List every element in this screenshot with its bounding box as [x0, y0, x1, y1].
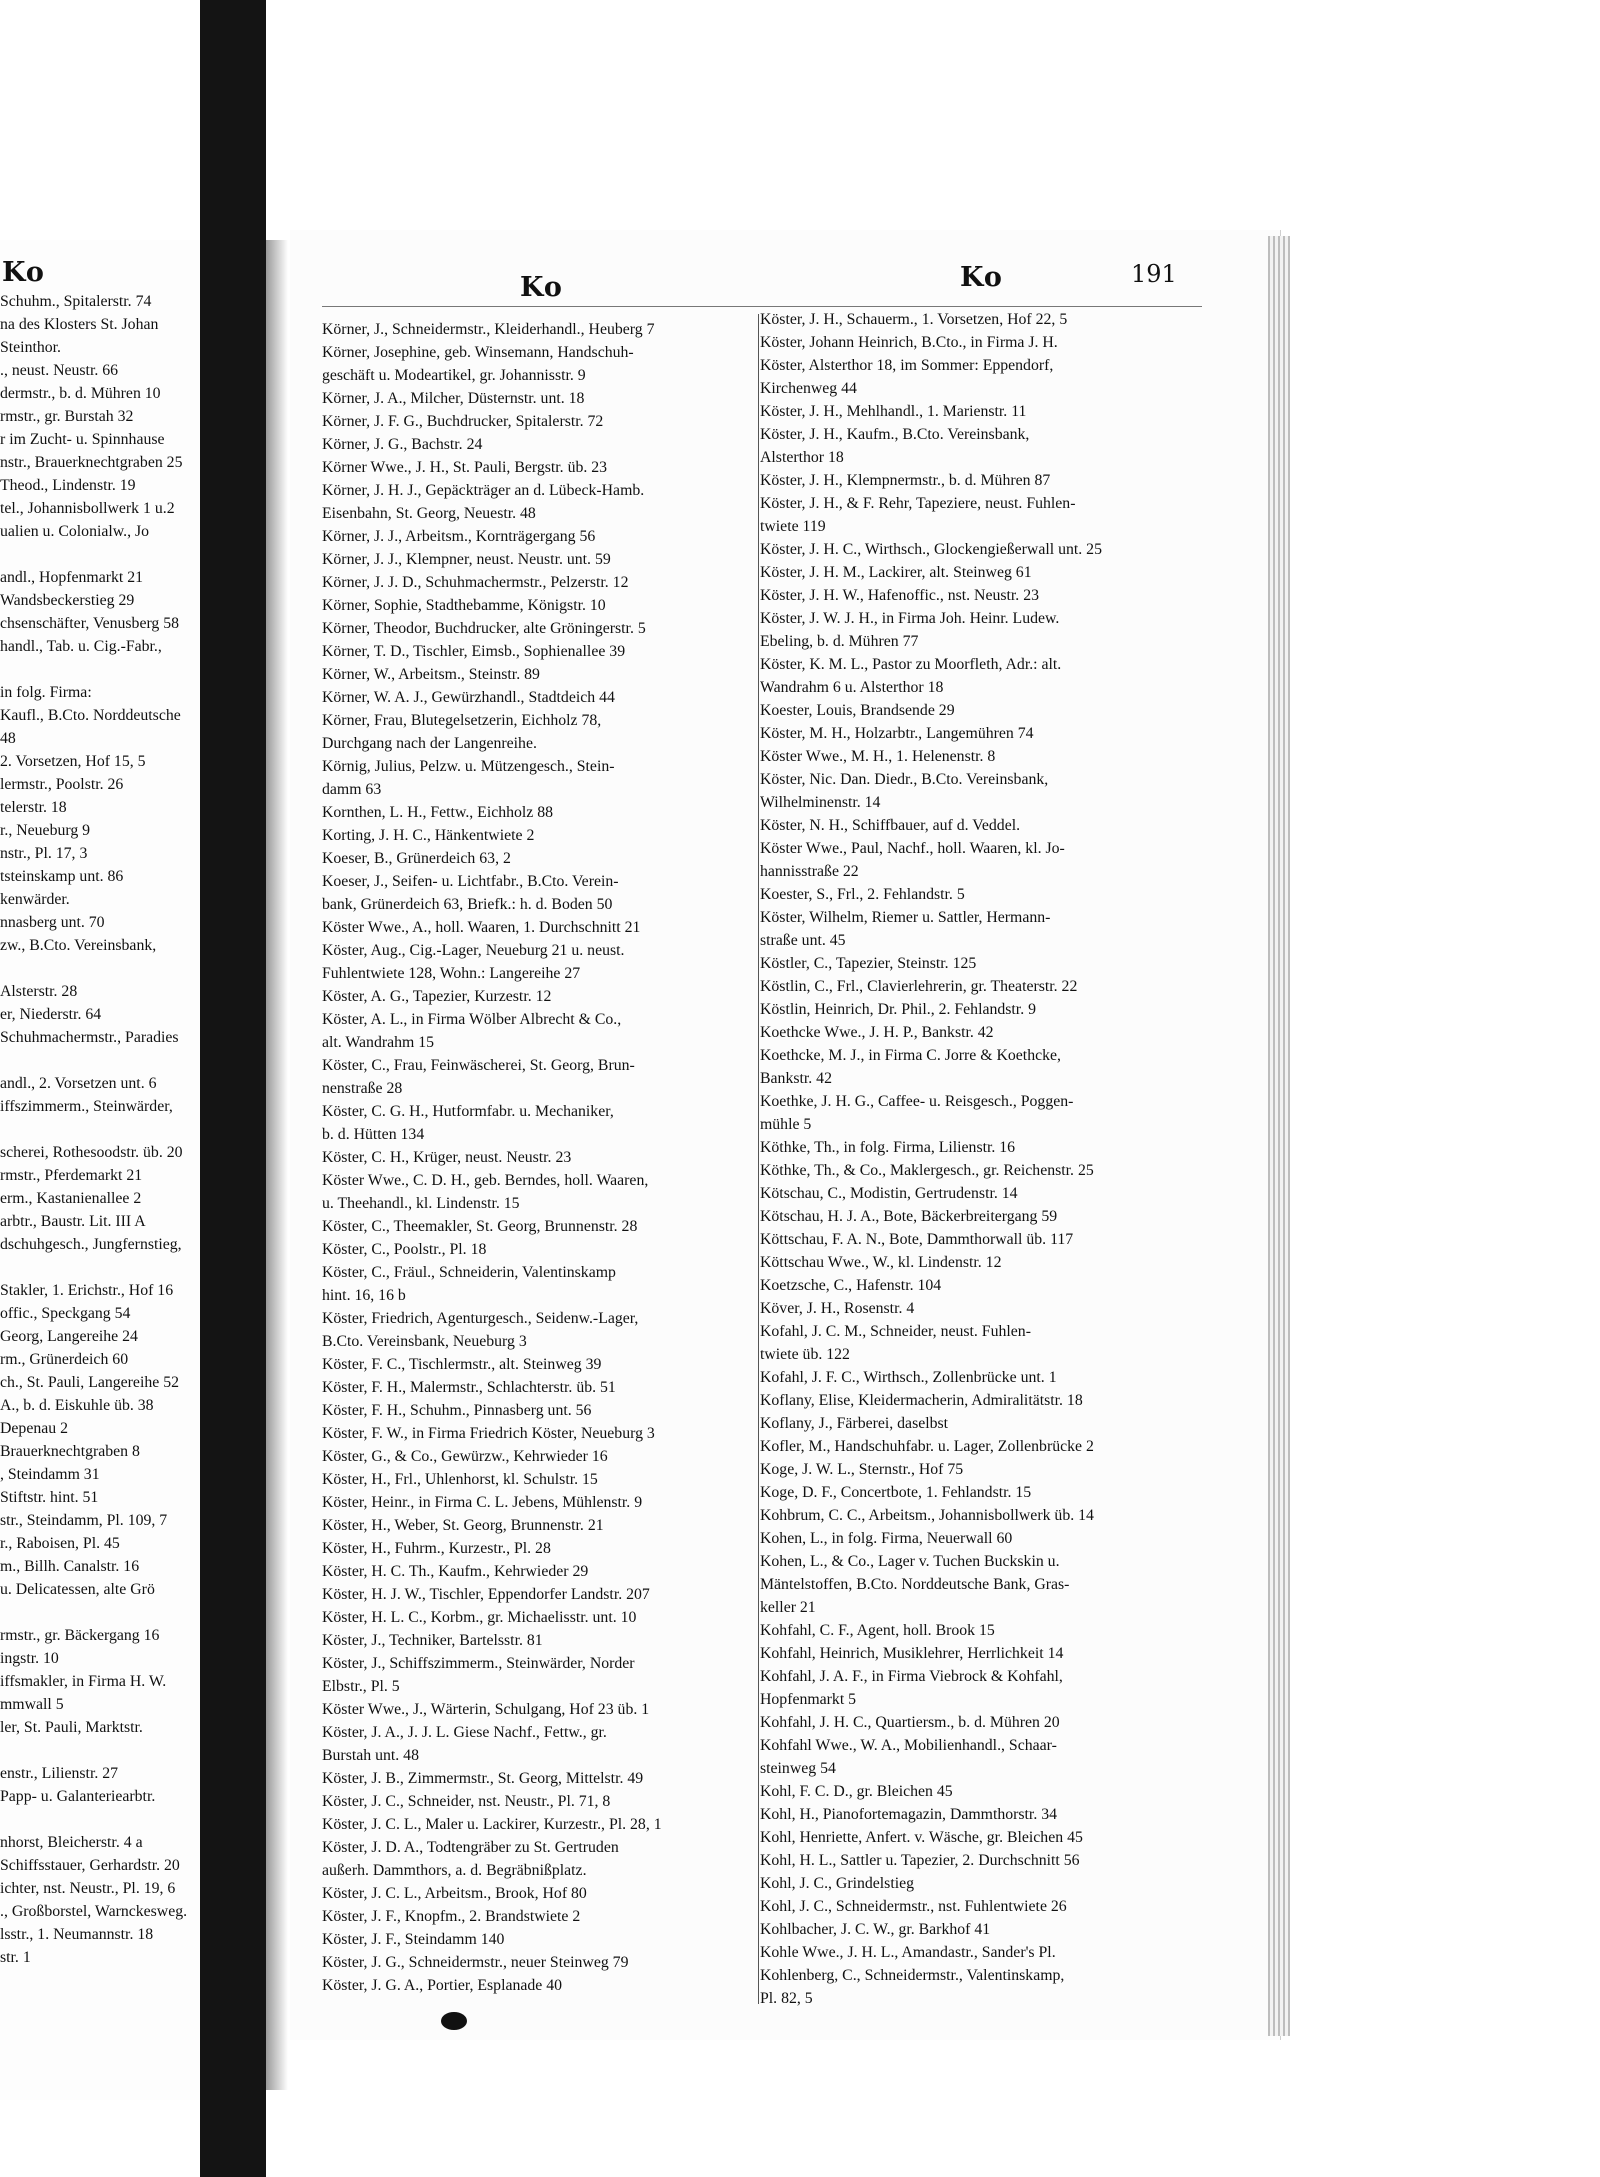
directory-entry-line: Wandrahm 6 u. Alsterthor 18	[760, 679, 944, 696]
column1-heading: Ko	[520, 272, 563, 303]
directory-entry-line: nenstraße 28	[322, 1080, 403, 1097]
directory-entry-line: Koge, D. F., Concertbote, 1. Fehlandstr. 15	[760, 1484, 1032, 1501]
directory-entry-line: Köster, Johann Heinrich, B.Cto., in Firma J. H.	[760, 334, 1058, 351]
directory-entry-line: Köster, C., Poolstr., Pl. 18	[322, 1241, 487, 1258]
directory-entry-line: Köster, J. D. A., Todtengräber zu St. Gertruden	[322, 1839, 619, 1856]
directory-entry-line: Kohl, J. C., Grindelstieg	[760, 1875, 915, 1892]
directory-entry-line: Kötschau, C., Modistin, Gertrudenstr. 14	[760, 1185, 1018, 1202]
directory-entry-line: Kohl, F. C. D., gr. Bleichen 45	[760, 1783, 953, 1800]
directory-entry-line: Körner, J. J., Arbeitsm., Kornträgergang 56	[322, 528, 596, 545]
directory-entry-line: Körner, W. A. J., Gewürzhandl., Stadtdeich 44	[322, 689, 615, 706]
directory-entry-line	[0, 658, 262, 681]
directory-entry-line: nstr., Brauerknechtgraben 25	[0, 454, 183, 471]
directory-entry-line: Köster, J., Schiffszimmerm., Steinwärder, Norder	[322, 1655, 635, 1672]
directory-entry-line: Köster, H. L. C., Korbm., gr. Michaelisstr. unt. 10	[322, 1609, 637, 1626]
directory-entry-line: alt. Wandrahm 15	[322, 1034, 435, 1051]
directory-entry-line: Koge, J. W. L., Sternstr., Hof 75	[760, 1461, 964, 1478]
directory-entry-line: Schiffsstauer, Gerhardstr. 20	[0, 1857, 180, 1874]
directory-entry-line: andl., Hopfenmarkt 21	[0, 569, 144, 586]
directory-entry-line: Stiftstr. hint. 51	[0, 1489, 99, 1506]
directory-entry-line: Köster, J. H. M., Lackirer, alt. Steinweg 61	[760, 564, 1032, 581]
directory-entry-line: Köster, C. G. H., Hutformfabr. u. Mechaniker,	[322, 1103, 614, 1120]
directory-entry-line: Wandsbeckerstieg 29	[0, 592, 135, 609]
directory-entry-line: steinweg 54	[760, 1760, 836, 1777]
directory-entry-line: Körner, W., Arbeitsm., Steinstr. 89	[322, 666, 540, 683]
directory-entry-line: mmwall 5	[0, 1696, 64, 1713]
directory-entry-line: u. Theehandl., kl. Lindenstr. 15	[322, 1195, 520, 1212]
directory-entry-line: Köster, K. M. L., Pastor zu Moorfleth, Adr.: alt.	[760, 656, 1062, 673]
directory-entry-line: 2. Vorsetzen, Hof 15, 5	[0, 753, 146, 770]
directory-entry-line: Kohl, H., Pianofortemagazin, Dammthorstr. 34	[760, 1806, 1058, 1823]
directory-entry-line: telerstr. 18	[0, 799, 67, 816]
directory-entry-line: Köthke, Th., in folg. Firma, Lilienstr. 16	[760, 1139, 1016, 1156]
directory-entry-line: Kohfahl, J. H. C., Quartiersm., b. d. Mühren 20	[760, 1714, 1060, 1731]
directory-entry-line: Kornthen, L. H., Fettw., Eichholz 88	[322, 804, 554, 821]
directory-entry-line: handl., Tab. u. Cig.-Fabr.,	[0, 638, 162, 655]
directory-entry-line: Körner, Theodor, Buchdrucker, alte Gröningerstr. 5	[322, 620, 646, 637]
directory-entry-line: Kirchenweg 44	[760, 380, 857, 397]
directory-entry-line: Köster, H. C. Th., Kaufm., Kehrwieder 29	[322, 1563, 589, 1580]
directory-entry-line: nnasberg unt. 70	[0, 914, 105, 931]
directory-entry-line: Köster, H., Weber, St. Georg, Brunnenstr. 21	[322, 1517, 604, 1534]
directory-entry-line: dschuhgesch., Jungfernstieg,	[0, 1236, 182, 1253]
directory-entry-line: Köster, C., Frau, Feinwäscherei, St. Georg, Brun-	[322, 1057, 635, 1074]
directory-entry-line: Papp- u. Galanteriearbtr.	[0, 1788, 156, 1805]
directory-entry-line: Korting, J. H. C., Hänkentwiete 2	[322, 827, 535, 844]
directory-entry-line	[0, 1049, 262, 1072]
directory-entry-line	[0, 1256, 262, 1279]
directory-entry-line: Köster, Heinr., in Firma C. L. Jebens, Mühlenstr. 9	[322, 1494, 643, 1511]
directory-entry-line: bank, Grünerdeich 63, Briefk.: h. d. Boden 50	[322, 896, 613, 913]
directory-entry-line: Köster, Wilhelm, Riemer u. Sattler, Hermann-	[760, 909, 1051, 926]
directory-entry-line: Koester, Louis, Brandsende 29	[760, 702, 955, 719]
directory-entry-line: Köster, C., Fräul., Schneiderin, Valentinskamp	[322, 1264, 616, 1281]
directory-entry-line: Köster, J. G., Schneidermstr., neuer Steinweg 79	[322, 1954, 629, 1971]
directory-entry-line: Köster, Nic. Dan. Diedr., B.Cto. Vereinsbank,	[760, 771, 1049, 788]
directory-entry-line: lermstr., Poolstr. 26	[0, 776, 124, 793]
directory-entry-line: Durchgang nach der Langenreihe.	[322, 735, 537, 752]
directory-entry-line: Pl. 82, 5	[760, 1990, 813, 2007]
directory-entry-line: 48	[0, 730, 16, 747]
directory-entry-line: rmstr., gr. Burstah 32	[0, 408, 134, 425]
directory-entry-line: Körner, Josephine, geb. Winsemann, Handschuh-	[322, 344, 634, 361]
directory-entry-line: zw., B.Cto. Vereinsbank,	[0, 937, 157, 954]
directory-entry-line: r., Neueburg 9	[0, 822, 91, 839]
column2-heading: Ko	[960, 262, 1003, 293]
directory-entry-line: Alsterstr. 28	[0, 983, 78, 1000]
directory-entry-line: Köster Wwe., J., Wärterin, Schulgang, Hof 23 üb. 1	[322, 1701, 650, 1718]
directory-entry-line: dermstr., b. d. Mühren 10	[0, 385, 161, 402]
directory-entry-line: straße unt. 45	[760, 932, 846, 949]
directory-entry-line: Köster, Friedrich, Agenturgesch., Seidenw.-Lager,	[322, 1310, 639, 1327]
directory-entry-line: offic., Speckgang 54	[0, 1305, 131, 1322]
directory-entry-line: Köster Wwe., M. H., 1. Helenenstr. 8	[760, 748, 996, 765]
directory-entry-line: ingstr. 10	[0, 1650, 59, 1667]
directory-entry-line: Theod., Lindenstr. 19	[0, 477, 136, 494]
directory-entry-line: B.Cto. Vereinsbank, Neueburg 3	[322, 1333, 527, 1350]
directory-entry-line: Köster, H., Frl., Uhlenhorst, kl. Schulstr. 15	[322, 1471, 598, 1488]
directory-entry-line: Köster, N. H., Schiffbauer, auf d. Veddel.	[760, 817, 1021, 834]
directory-entry-line: Körner Wwe., J. H., St. Pauli, Bergstr. üb. 23	[322, 459, 608, 476]
directory-entry-line: Köster, A. G., Tapezier, Kurzestr. 12	[322, 988, 552, 1005]
directory-entry-line: außerh. Dammthors, a. d. Begräbnißplatz.	[322, 1862, 587, 1879]
directory-entry-line: Kohlbacher, J. C. W., gr. Barkhof 41	[760, 1921, 991, 1938]
directory-entry-line: Steinthor.	[0, 339, 61, 356]
directory-entry-line: Kofahl, J. C. M., Schneider, neust. Fuhlen-	[760, 1323, 1031, 1340]
directory-entry-line: str., Steindamm, Pl. 109, 7	[0, 1512, 168, 1529]
directory-entry-line: iffszimmerm., Steinwärder,	[0, 1098, 173, 1115]
directory-entry-line: Köster, M. H., Holzarbtr., Langemühren 74	[760, 725, 1034, 742]
directory-entry-line: Köster, J. H. C., Wirthsch., Glockengießerwall unt. 25	[760, 541, 1102, 558]
directory-entry-line: Köster, F. H., Schuhm., Pinnasberg unt. 56	[322, 1402, 592, 1419]
page-number: 191	[1131, 260, 1177, 288]
directory-entry-line: Schuhmachermstr., Paradies	[0, 1029, 179, 1046]
directory-entry-line	[0, 543, 262, 566]
directory-entry-line: andl., 2. Vorsetzen unt. 6	[0, 1075, 157, 1092]
directory-entry-line: Körner, J. F. G., Buchdrucker, Spitalerstr. 72	[322, 413, 604, 430]
directory-entry-line: Köster, J. C., Schneider, nst. Neustr., Pl. 71, 8	[322, 1793, 611, 1810]
directory-entry-line: Stakler, 1. Erichstr., Hof 16	[0, 1282, 174, 1299]
directory-entry-line: Köster, Alsterthor 18, im Sommer: Eppendorf,	[760, 357, 1054, 374]
directory-entry-line: Körner, J. G., Bachstr. 24	[322, 436, 483, 453]
directory-entry-line: b. d. Hütten 134	[322, 1126, 425, 1143]
directory-entry-line: Ebeling, b. d. Mühren 77	[760, 633, 919, 650]
directory-entry-line: Kohfahl Wwe., W. A., Mobilienhandl., Schaar-	[760, 1737, 1057, 1754]
directory-entry-line: u. Delicatessen, alte Grö	[0, 1581, 155, 1598]
directory-entry-line: Köstler, C., Tapezier, Steinstr. 125	[760, 955, 977, 972]
directory-entry-line: Burstah unt. 48	[322, 1747, 419, 1764]
directory-entry-line: Köster, J. H., Klempnermstr., b. d. Mühren 87	[760, 472, 1051, 489]
directory-entry-line: Kohl, H. L., Sattler u. Tapezier, 2. Durchschnitt 56	[760, 1852, 1080, 1869]
directory-column-1	[322, 318, 770, 1997]
directory-entry-line: Hopfenmarkt 5	[760, 1691, 857, 1708]
left-page-heading: Ko	[2, 257, 45, 288]
directory-entry-line: A., b. d. Eiskuhle üb. 38	[0, 1397, 154, 1414]
directory-entry-line: nstr., Pl. 17, 3	[0, 845, 88, 862]
directory-entry-line: Köster, J. B., Zimmermstr., St. Georg, Mittelstr. 49	[322, 1770, 644, 1787]
directory-entry-line: Köster, C., Theemakler, St. Georg, Brunnenstr. 28	[322, 1218, 638, 1235]
directory-entry-line: rm., Grünerdeich 60	[0, 1351, 129, 1368]
directory-entry-line: ichter, nst. Neustr., Pl. 19, 6	[0, 1880, 176, 1897]
directory-entry-line: erm., Kastanienallee 2	[0, 1190, 142, 1207]
directory-entry-line: , Steindamm 31	[0, 1466, 100, 1483]
directory-entry-line: tsteinskamp unt. 86	[0, 868, 124, 885]
directory-column-2	[760, 308, 1208, 2010]
directory-entry-line: Körner, J. J., Klempner, neust. Neustr. unt. 59	[322, 551, 611, 568]
directory-entry-line: hint. 16, 16 b	[322, 1287, 406, 1304]
directory-entry-line: Fuhlentwiete 128, Wohn.: Langereihe 27	[322, 965, 581, 982]
directory-entry-line: Köster, H. J. W., Tischler, Eppendorfer Landstr. 207	[322, 1586, 650, 1603]
directory-entry-line: twiete üb. 122	[760, 1346, 850, 1363]
directory-entry-line: ch., St. Pauli, Langereihe 52	[0, 1374, 179, 1391]
directory-entry-line: Köster, G., & Co., Gewürzw., Kehrwieder 16	[322, 1448, 608, 1465]
directory-entry-line: str. 1	[0, 1949, 31, 1966]
directory-entry-line: Köster Wwe., A., holl. Waaren, 1. Durchschnitt 21	[322, 919, 641, 936]
directory-entry-line: Köster, J. H., Mehlhandl., 1. Marienstr. 11	[760, 403, 1027, 420]
directory-entry-line: tel., Johannisbollwerk 1 u.2	[0, 500, 175, 517]
directory-entry-line: Köster, J. C. L., Maler u. Lackirer, Kurzestr., Pl. 28, 1	[322, 1816, 662, 1833]
directory-entry-line	[0, 1118, 262, 1141]
directory-entry-line: Kofahl, J. F. C., Wirthsch., Zollenbrücke unt. 1	[760, 1369, 1057, 1386]
left-fragment-entries	[0, 290, 262, 1969]
directory-entry-line: Köster, Aug., Cig.-Lager, Neueburg 21 u. neust.	[322, 942, 625, 959]
directory-entry-line: Koester, S., Frl., 2. Fehlandstr. 5	[760, 886, 965, 903]
directory-entry-line: na des Klosters St. Johan	[0, 316, 159, 333]
directory-entry-line: ., neust. Neustr. 66	[0, 362, 119, 379]
directory-entry-line: Kaufl., B.Cto. Norddeutsche	[0, 707, 181, 724]
directory-entry-line: Kohl, J. C., Schneidermstr., nst. Fuhlentwiete 26	[760, 1898, 1067, 1915]
directory-entry-line: Kohfahl, Heinrich, Musiklehrer, Herrlichkeit 14	[760, 1645, 1064, 1662]
directory-entry-line: Köster, J. H., & F. Rehr, Tapeziere, neust. Fuhlen-	[760, 495, 1076, 512]
directory-entry-line: Köster, J. C. L., Arbeitsm., Brook, Hof 80	[322, 1885, 587, 1902]
directory-entry-line: Köster, J., Techniker, Bartelsstr. 81	[322, 1632, 543, 1649]
directory-entry-line: Körner, J., Schneidermstr., Kleiderhandl., Heuberg 7	[322, 321, 655, 338]
directory-entry-line: Köster, J. F., Steindamm 140	[322, 1931, 505, 1948]
directory-entry-line: r im Zucht- u. Spinnhause	[0, 431, 165, 448]
directory-entry-line: Koethke, J. H. G., Caffee- u. Reisgesch., Poggen-	[760, 1093, 1074, 1110]
directory-entry-line: Köttschau Wwe., W., kl. Lindenstr. 12	[760, 1254, 1002, 1271]
directory-entry-line: Köster, J. H., Schauerm., 1. Vorsetzen, Hof 22, 5	[760, 311, 1068, 328]
directory-entry-line: r., Raboisen, Pl. 45	[0, 1535, 120, 1552]
directory-entry-line	[0, 1739, 262, 1762]
directory-entry-line: Alsterthor 18	[760, 449, 844, 466]
directory-entry-line: mühle 5	[760, 1116, 812, 1133]
directory-entry-line: Kohbrum, C. C., Arbeitsm., Johannisbollwerk üb. 14	[760, 1507, 1094, 1524]
directory-entry-line: ualien u. Colonialw., Jo	[0, 523, 150, 540]
directory-entry-line: Wilhelminenstr. 14	[760, 794, 881, 811]
directory-entry-line: Depenau 2	[0, 1420, 68, 1437]
directory-entry-line: Körner, Frau, Blutegelsetzerin, Eichholz 78,	[322, 712, 602, 729]
directory-entry-line: Köttschau, F. A. N., Bote, Dammthorwall üb. 117	[760, 1231, 1074, 1248]
directory-entry-line: Koethcke, M. J., in Firma C. Jorre & Koethcke,	[760, 1047, 1061, 1064]
directory-entry-line: Koflany, Elise, Kleidermacherin, Admiralitätstr. 18	[760, 1392, 1083, 1409]
directory-entry-line: Brauerknechtgraben 8	[0, 1443, 140, 1460]
directory-entry-line: Köster, F. W., in Firma Friedrich Köster, Neueburg 3	[322, 1425, 655, 1442]
directory-entry-line: Körner, J. H. J., Gepäckträger an d. Lübeck-Hamb.	[322, 482, 645, 499]
directory-entry-line: Kohfahl, J. A. F., in Firma Viebrock & Kohfahl,	[760, 1668, 1063, 1685]
directory-entry-line: Kohen, L., in folg. Firma, Neuerwall 60	[760, 1530, 1013, 1547]
directory-entry-line: er, Niederstr. 64	[0, 1006, 102, 1023]
directory-entry-line: iffsmakler, in Firma H. W.	[0, 1673, 167, 1690]
directory-entry-line: Köster, J. F., Knopfm., 2. Brandstwiete 2	[322, 1908, 581, 1925]
directory-entry-line: Kofler, M., Handschuhfabr. u. Lager, Zollenbrücke 2	[760, 1438, 1094, 1455]
directory-entry-line: geschäft u. Modeartikel, gr. Johannisstr. 9	[322, 367, 586, 384]
directory-entry-line: Koetzsche, C., Hafenstr. 104	[760, 1277, 942, 1294]
page-edges	[1268, 236, 1290, 2036]
directory-entry-line	[0, 1808, 262, 1831]
directory-entry-line	[0, 957, 262, 980]
directory-entry-line: Körner, J. J. D., Schuhmachermstr., Pelzerstr. 12	[322, 574, 629, 591]
header-rule	[322, 306, 1202, 307]
directory-entry-line: in folg. Firma:	[0, 684, 92, 701]
directory-entry-line: Koflany, J., Färberei, daselbst	[760, 1415, 949, 1432]
directory-entry-line: Elbstr., Pl. 5	[322, 1678, 400, 1695]
directory-entry-line: Kohfahl, C. F., Agent, holl. Brook 15	[760, 1622, 995, 1639]
directory-entry-line: scherei, Rothesoodstr. üb. 20	[0, 1144, 183, 1161]
directory-entry-line: Köthke, Th., & Co., Maklergesch., gr. Reichenstr. 25	[760, 1162, 1094, 1179]
directory-entry-line: Körner, Sophie, Stadthebamme, Königstr. 10	[322, 597, 606, 614]
directory-entry-line: Kohle Wwe., J. H. L., Amandastr., Sander's Pl.	[760, 1944, 1056, 1961]
ink-blot	[441, 2012, 467, 2030]
directory-entry-line: Köver, J. H., Rosenstr. 4	[760, 1300, 915, 1317]
directory-entry-line: lsstr., 1. Neumannstr. 18	[0, 1926, 154, 1943]
directory-entry-line: Kohlenberg, C., Schneidermstr., Valentinskamp,	[760, 1967, 1065, 1984]
directory-entry-line: rmstr., Pferdemarkt 21	[0, 1167, 143, 1184]
directory-entry-line: Kohen, L., & Co., Lager v. Tuchen Buckskin u.	[760, 1553, 1060, 1570]
directory-entry-line: Köster, J. A., J. J. L. Giese Nachf., Fettw., gr.	[322, 1724, 607, 1741]
directory-entry-line: arbtr., Baustr. Lit. III A	[0, 1213, 146, 1230]
directory-entry-line: chsenschäfter, Venusberg 58	[0, 615, 180, 632]
directory-entry-line: Georg, Langereihe 24	[0, 1328, 138, 1345]
directory-entry-line: Koeser, J., Seifen- u. Lichtfabr., B.Cto. Verein-	[322, 873, 619, 890]
directory-entry-line: Köster, J. G. A., Portier, Esplanade 40	[322, 1977, 563, 1994]
directory-entry-line: Köster Wwe., Paul, Nachf., holl. Waaren, kl. Jo-	[760, 840, 1065, 857]
directory-entry-line: m., Billh. Canalstr. 16	[0, 1558, 140, 1575]
directory-entry-line: twiete 119	[760, 518, 826, 535]
directory-entry-line: ler, St. Pauli, Marktstr.	[0, 1719, 143, 1736]
directory-entry-line: Köster, C. H., Krüger, neust. Neustr. 23	[322, 1149, 572, 1166]
directory-entry-line: Schuhm., Spitalerstr. 74	[0, 293, 152, 310]
directory-entry-line: Köster, H., Fuhrm., Kurzestr., Pl. 28	[322, 1540, 551, 1557]
directory-entry-line: Koethcke Wwe., J. H. P., Bankstr. 42	[760, 1024, 994, 1041]
directory-entry-line: ., Großborstel, Warnckesweg.	[0, 1903, 188, 1920]
directory-entry-line: Köstlin, C., Frl., Clavierlehrerin, gr. Theaterstr. 22	[760, 978, 1078, 995]
directory-entry-line: nhorst, Bleicherstr. 4 a	[0, 1834, 143, 1851]
directory-entry-line: Köster, F. C., Tischlermstr., alt. Steinweg 39	[322, 1356, 602, 1373]
directory-entry-line	[0, 1601, 262, 1624]
directory-entry-line: Köster Wwe., C. D. H., geb. Berndes, holl. Waaren,	[322, 1172, 649, 1189]
directory-entry-line: Köster, J. H., Kaufm., B.Cto. Vereinsbank,	[760, 426, 1030, 443]
directory-entry-line: Köster, A. L., in Firma Wölber Albrecht & Co.,	[322, 1011, 622, 1028]
directory-entry-line: Körner, J. A., Milcher, Düsternstr. unt. 18	[322, 390, 585, 407]
directory-entry-line: Köster, J. H. W., Hafenoffic., nst. Neustr. 23	[760, 587, 1039, 604]
directory-entry-line: hannisstraße 22	[760, 863, 859, 880]
directory-entry-line: rmstr., gr. Bäckergang 16	[0, 1627, 160, 1644]
directory-entry-line: Koeser, B., Grünerdeich 63, 2	[322, 850, 511, 867]
directory-entry-line: Körner, T. D., Tischler, Eimsb., Sophienallee 39	[322, 643, 626, 660]
directory-entry-line: Eisenbahn, St. Georg, Neuestr. 48	[322, 505, 536, 522]
directory-entry-line: Körnig, Julius, Pelzw. u. Mützengesch., Stein-	[322, 758, 615, 775]
directory-entry-line: Kötschau, H. J. A., Bote, Bäckerbreitergang 59	[760, 1208, 1058, 1225]
directory-entry-line: enstr., Lilienstr. 27	[0, 1765, 119, 1782]
directory-entry-line: Bankstr. 42	[760, 1070, 832, 1087]
directory-entry-line: kenwärder.	[0, 891, 70, 908]
directory-entry-line: Kohl, Henriette, Anfert. v. Wäsche, gr. Bleichen 45	[760, 1829, 1083, 1846]
directory-entry-line: keller 21	[760, 1599, 816, 1616]
directory-entry-line: Köster, J. W. J. H., in Firma Joh. Heinr. Ludew.	[760, 610, 1060, 627]
directory-entry-line: Köster, F. H., Malermstr., Schlachterstr. üb. 51	[322, 1379, 616, 1396]
directory-entry-line: Köstlin, Heinrich, Dr. Phil., 2. Fehlandstr. 9	[760, 1001, 1036, 1018]
gutter-shadow	[266, 240, 288, 2090]
directory-entry-line: Mäntelstoffen, B.Cto. Norddeutsche Bank, Gras-	[760, 1576, 1070, 1593]
directory-entry-line: damm 63	[322, 781, 382, 798]
